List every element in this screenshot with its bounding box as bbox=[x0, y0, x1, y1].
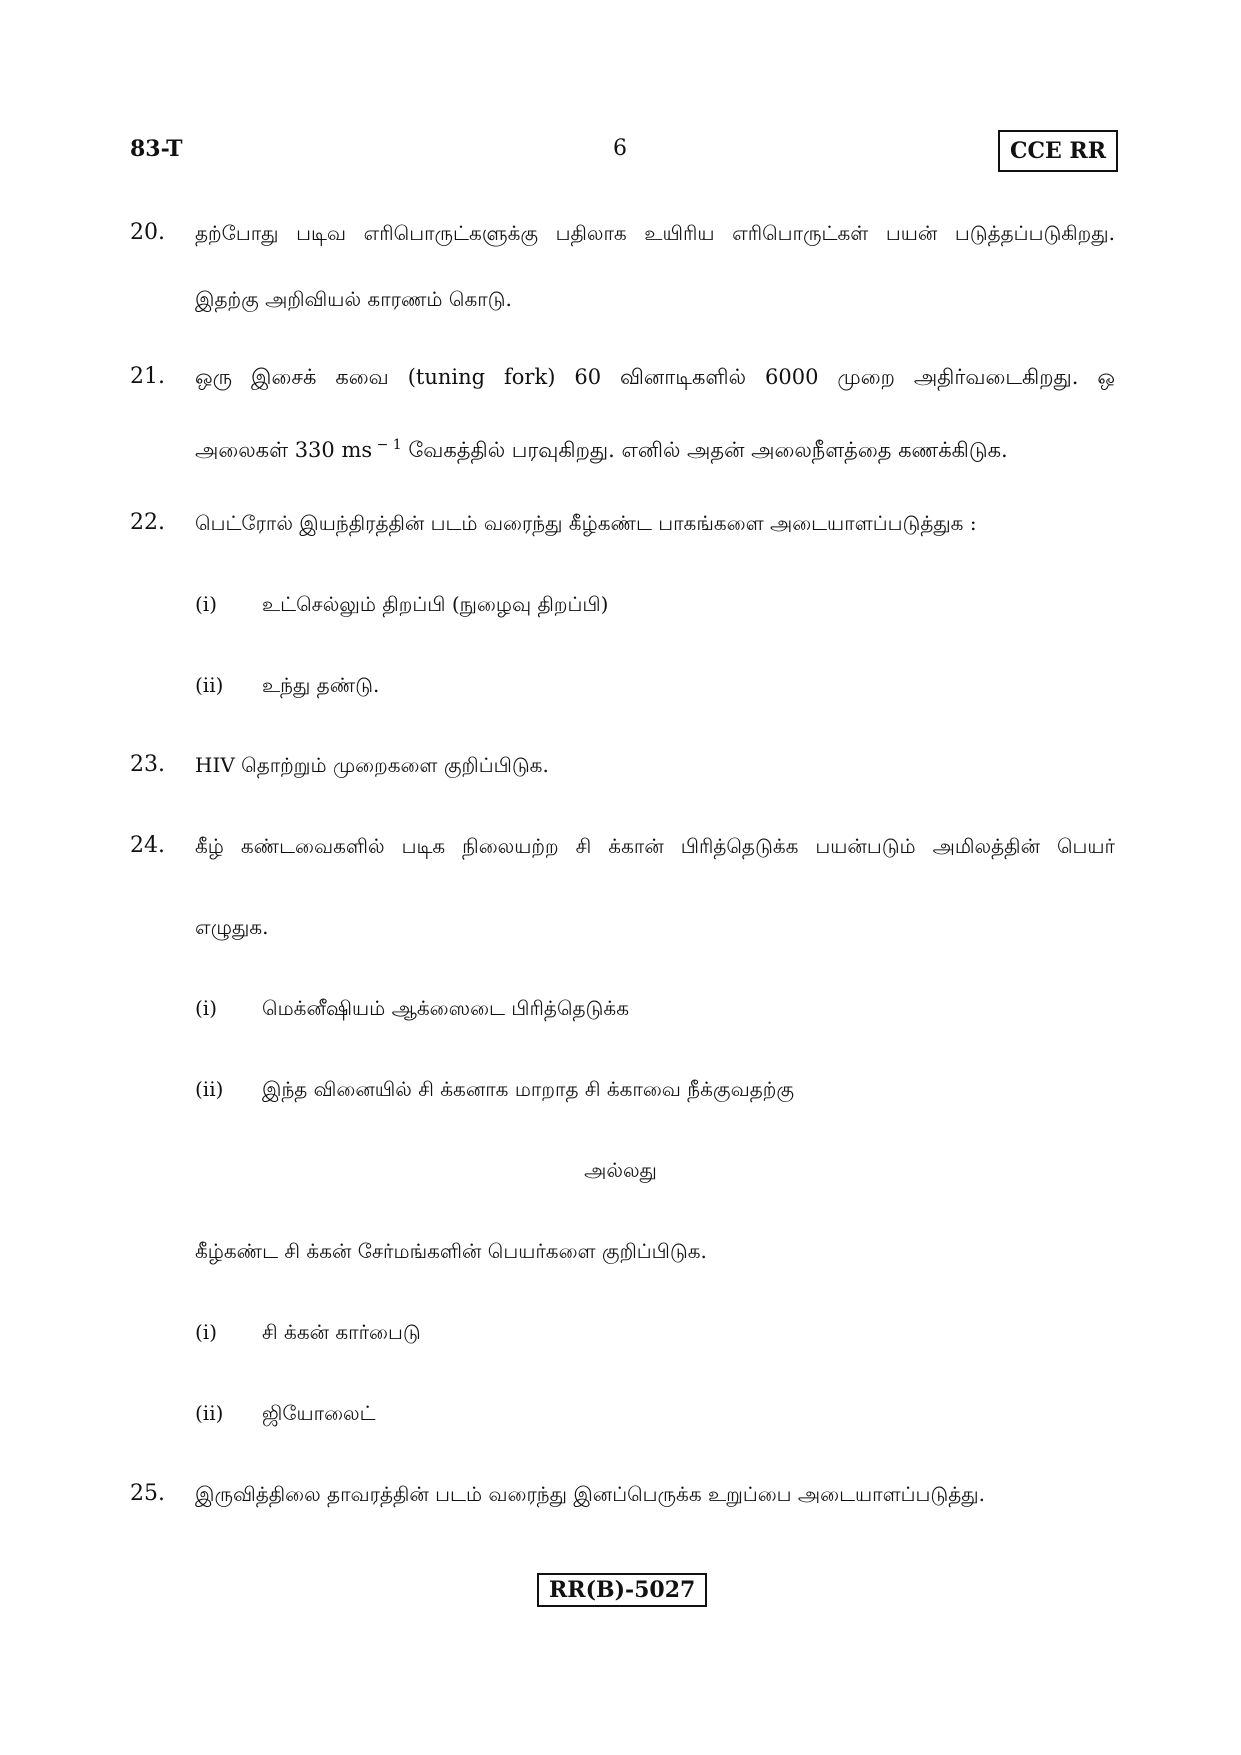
question-22-i-label: (i) bbox=[195, 592, 218, 616]
question-24-alt-ii-text: ஜியோலைட் bbox=[262, 1401, 376, 1425]
paper-code: 83-T bbox=[130, 136, 183, 162]
question-24-i-text: மெக்னீஷியம் ஆக்ஸைடை பிரித்தெடுக்க bbox=[262, 996, 629, 1020]
question-25-number: 25. bbox=[130, 1481, 165, 1506]
question-24-i-label: (i) bbox=[195, 996, 218, 1020]
question-21-line-1: ஒரு இசைக் கவை (tuning fork) 60 வினாடிகளில் 6000 முறை அதிர்வடைகிறது. ஒ bbox=[195, 365, 1115, 389]
question-24-alt-ii-label: (ii) bbox=[195, 1401, 224, 1425]
question-22-ii-label: (ii) bbox=[195, 673, 224, 697]
question-24-line-2: எழுதுக. bbox=[195, 915, 269, 939]
question-22-ii-text: உந்து தண்டு. bbox=[262, 673, 380, 697]
question-24-line-1: கீழ் கண்டவைகளில் படிக நிலையற்ற சி க்கான் பிரித்தெடுக்க பயன்படும் அமிலத்தின் பெயர் bbox=[195, 834, 1115, 858]
question-23-number: 23. bbox=[130, 752, 165, 777]
question-22-number: 22. bbox=[130, 510, 165, 535]
footer-code: RR(B)-5027 bbox=[537, 1573, 707, 1607]
question-21-line-2 bbox=[195, 430, 1008, 465]
or-separator: அல்லது bbox=[584, 1158, 657, 1182]
page-number: 6 bbox=[613, 136, 627, 161]
question-24-alt-text: கீழ்கண்ட சி க்கன் சேர்மங்களின் பெயர்களை குறிப்பிடுக. bbox=[195, 1239, 707, 1263]
question-20-line-1: தற்போது படிவ எரிபொருட்களுக்கு பதிலாக உயிரிய எரிபொருட்கள் பயன் படுத்தப்படுகிறது. bbox=[195, 221, 1115, 245]
question-20-line-2: இதற்கு அறிவியல் காரணம் கொடு. bbox=[195, 287, 512, 311]
question-20-number: 20. bbox=[130, 220, 165, 245]
question-24-number: 24. bbox=[130, 833, 165, 858]
question-22-text: பெட்ரோல் இயந்திரத்தின் படம் வரைந்து கீழ்கண்ட பாகங்களை அடையாளப்படுத்துக : bbox=[195, 511, 977, 535]
question-21-exponent: − 1 bbox=[372, 437, 402, 453]
question-25-text: இருவித்திலை தாவரத்தின் படம் வரைந்து இனப்பெருக்க உறுப்பை அடையாளப்படுத்து. bbox=[195, 1482, 985, 1506]
question-24-alt-i-label: (i) bbox=[195, 1320, 218, 1344]
series-box: CCE RR bbox=[998, 130, 1118, 172]
question-21-line-2-a: அலைகள் 330 ms bbox=[195, 438, 373, 462]
question-24-ii-label: (ii) bbox=[195, 1077, 224, 1101]
question-21-number: 21. bbox=[130, 364, 165, 389]
question-21-line-2-b: வேகத்தில் பரவுகிறது. எனில் அதன் அலைநீளத்தை கணக்கிடுக. bbox=[401, 438, 1008, 462]
question-22-i-text: உட்செல்லும் திறப்பி (நுழைவு திறப்பி) bbox=[262, 592, 609, 616]
question-23-text: HIV தொற்றும் முறைகளை குறிப்பிடுக. bbox=[195, 753, 549, 777]
question-24-alt-i-text: சி க்கன் கார்பைடு bbox=[262, 1320, 421, 1344]
question-24-ii-text: இந்த வினையில் சி க்கனாக மாறாத சி க்காவை நீக்குவதற்கு bbox=[262, 1077, 795, 1101]
